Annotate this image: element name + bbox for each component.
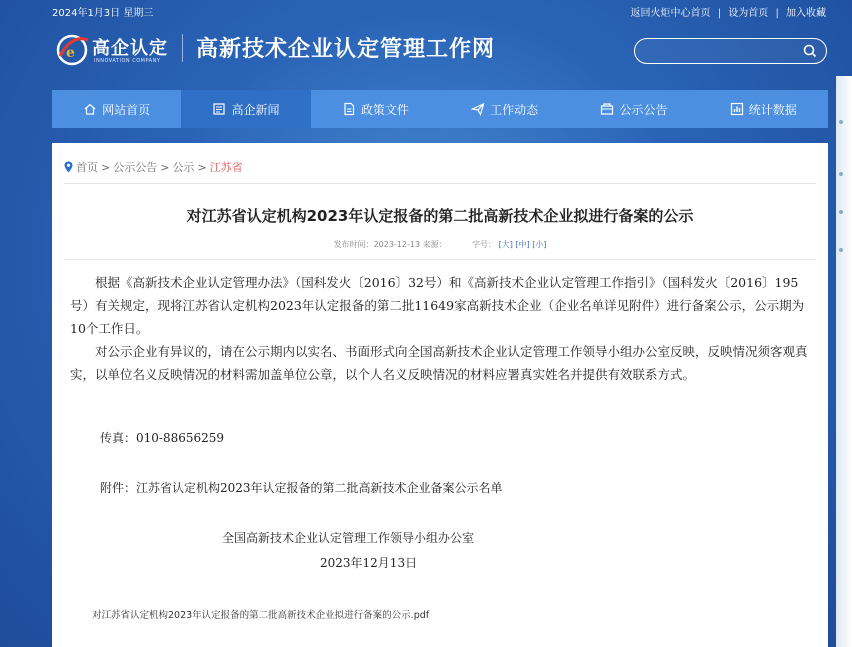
main-nav [52,90,828,128]
nav-work-updates-label: 工作动态 [490,102,539,117]
top-bar [0,0,852,22]
side-scroll-strip [836,76,852,647]
document-icon [342,102,356,116]
notice-icon [600,102,614,116]
location-pin-icon [64,161,73,173]
divider [64,259,816,260]
top-links [627,4,827,19]
font-size-small[interactable]: [小] [532,240,547,249]
search-input[interactable] [645,43,799,61]
divider: | [775,8,779,19]
article-title: 对江苏省认定机构2023年认定报备的第二批高新技术企业拟进行备案的公示 [186,207,694,225]
attachment-note: 附件：江苏省认定机构2023年认定报备的第二批高新技术企业备案公示名单 [100,481,503,495]
strip-dot [839,120,843,124]
article-meta [52,239,828,250]
nav-home[interactable] [52,90,181,128]
breadcrumb-announcement[interactable]: 公示 [172,161,195,174]
site-logo[interactable] [54,30,174,66]
pdf-attachment-link[interactable]: 对江苏省认定机构2023年认定报备的第二批高新技术企业拟进行备案的公示.pdf [92,610,430,621]
breadcrumb-current[interactable]: 江苏省 [209,161,243,174]
fax-number: 传真：010-88656259 [100,431,225,445]
link-return-home[interactable]: 返回火炬中心首页 [630,8,711,19]
link-set-homepage[interactable]: 设为首页 [728,8,769,19]
publish-time-label: 发布时间： [333,240,374,249]
news-icon [212,102,226,116]
strip-dot [839,210,843,214]
nav-notices-label: 公示公告 [619,102,668,117]
article-body [70,271,810,386]
paragraph: 对公示企业有异议的，请在公示期内以实名、书面形式向全国高新技术企业认定管理工作领导小组办公室反映，反映情况须客观真实，以单位名义反映情况的材料需加盖单位公章，以个人名义反映情况的材料应署真实姓名并提供有效联系方式。 [70,344,808,382]
font-size-medium[interactable]: [中] [515,240,530,249]
link-add-favorite[interactable]: 加入收藏 [786,8,826,19]
nav-news[interactable] [181,90,310,128]
title-divider [182,34,183,62]
logo-text: 高企认定 [92,38,168,59]
nav-policy[interactable] [311,90,440,128]
svg-text:e: e [66,45,75,61]
chart-icon [730,102,744,116]
breadcrumb [64,159,243,175]
divider: | [717,8,722,19]
breadcrumb-notices[interactable]: 公示公告 [113,161,158,174]
logo-subtitle: INNOVATION COMPANY [94,58,161,64]
logo-emblem-icon [54,30,94,70]
font-size-large[interactable]: [大] [498,240,513,249]
nav-statistics-label: 统计数据 [748,102,797,117]
breadcrumb-separator: > [197,160,207,174]
paragraph: 根据《高新技术企业认定管理办法》（国科发火〔2016〕32号）和《高新技术企业认定管理工作指引》（国科发火〔2016〕195号）有关规定，现将江苏省认定机构2023年认定报备的第二批11649家高新技术企业（企业名单详见附件）进行备案公示，公示期为10个工作日。 [70,275,805,336]
strip-dot [839,248,843,252]
nav-notices[interactable] [569,90,698,128]
source-label: 来源： [422,240,447,249]
site-title: 高新技术企业认定管理工作网 [196,36,496,62]
nav-home-label: 网站首页 [102,102,151,117]
search-box[interactable] [634,38,827,64]
breadcrumb-separator: > [160,160,170,174]
divider [64,183,816,184]
breadcrumb-separator: > [101,160,111,174]
current-date: 2024年1月3日 星期三 [52,8,154,19]
home-icon [83,102,97,116]
sign-date: 2023年12月13日 [320,556,418,570]
nav-statistics[interactable] [699,90,828,128]
send-icon [471,102,485,116]
nav-policy-label: 政策文件 [360,102,409,117]
nav-news-label: 高企新闻 [231,102,280,117]
strip-dot [839,172,843,176]
breadcrumb-home[interactable]: 首页 [76,161,98,174]
nav-work-updates[interactable] [440,90,569,128]
article-panel [52,143,828,647]
font-size-label: 字号： [472,240,497,249]
publish-time: 2023-12-13 [373,240,421,249]
signer: 全国高新技术企业认定管理工作领导小组办公室 [222,531,475,545]
search-icon[interactable] [802,43,818,59]
